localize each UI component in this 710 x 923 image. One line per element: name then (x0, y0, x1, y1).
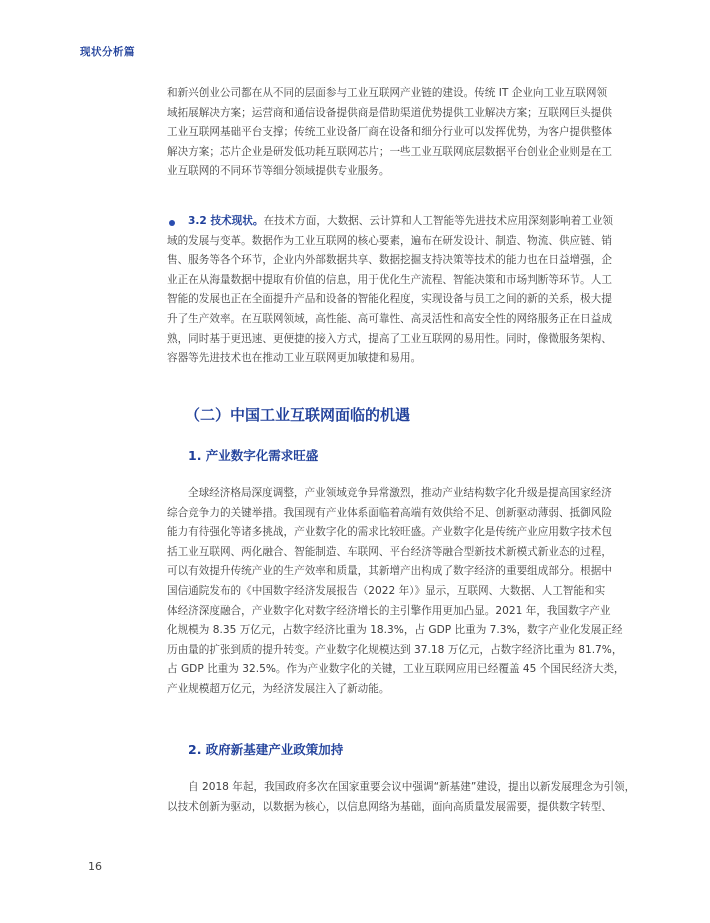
paragraph-line: 化规模为 8.35 万亿元，占数字经济比重为 18.3%，占 GDP 比重为 7.3%，数字产业化发展正经 (167, 624, 623, 637)
subsection-1-paragraph (167, 484, 625, 700)
paragraph-line: 全球经济格局深度调整，产业领域竞争异常激烈，推动产业结构数字化升级是提高国家经济 (188, 487, 612, 499)
paragraph-line: 智能的发展也正在全面提升产品和设备的智能化程度，实现设备与员工之间的新的关系，极大提 (167, 293, 612, 306)
paragraph-line: 售、服务等各个环节，企业内外部数据共享、数据挖掘支持决策等技术的能力也在日益增强，企 (167, 254, 612, 267)
paragraph-line: 可以有效提升传统产业的生产效率和质量，其新增产出构成了数字经济的重要组成部分。根据中 (167, 565, 612, 578)
paragraph-line: 产业规模超万亿元，为经济发展注入了新动能。 (167, 682, 390, 695)
tech-status-label: 3.2 技术现状。 (188, 215, 264, 227)
intro-paragraph (167, 84, 625, 182)
paragraph-line: 能力有待强化等诸多挑战，产业数字化的需求比较旺盛。产业数字化是传统产业应用数字技术包 (167, 526, 612, 539)
paragraph-line: 容器等先进技术也在推动工业互联网更加敏捷和易用。 (167, 352, 422, 365)
paragraph-line (167, 212, 625, 232)
section-heading-opportunities: （二）中国工业互联网面临的机遇 (185, 406, 411, 424)
paragraph-line: 括工业互联网、两化融合、智能制造、车联网、平台经济等融合型新技术新模式新业态的过程， (167, 545, 612, 558)
paragraph-line: 历由量的扩张到质的提升转变。产业数字化规模达到 37.18 万亿元，占数字经济比重为 81.7%， (167, 643, 623, 656)
paragraph-line: 业正在从海量数据中提取有价值的信息，用于优化生产流程、智能决策和市场判断等环节。人工 (167, 273, 612, 286)
paragraph-line: 和新兴创业公司都在从不同的层面参与工业互联网产业链的建设。传统 IT 企业向工业互联网领 (167, 87, 608, 99)
paragraph-line: 熟，同时基于更迅速、更便捷的接入方式，提高了工业互联网的易用性。同时，像微服务架构、 (167, 332, 612, 345)
paragraph-line: 国信通院发布的《中国数字经济发展报告（2022 年）》显示，互联网、大数据、人工智能和实 (167, 584, 606, 597)
paragraph-line: 升了生产效率。在互联网领域，高性能、高可靠性、高灵活性和高安全性的网络服务正在日益成 (167, 312, 612, 325)
tech-status-first-line: 在技术方面，大数据、云计算和人工智能等先进技术应用深刻影响着工业领 (263, 215, 614, 227)
paragraph-line: 自 2018 年起，我国政府多次在国家重要会议中强调“新基建”建设，提出以新发展理念为引领， (188, 781, 636, 793)
paragraph-line: 以技术创新为驱动，以数据为核心，以信息网络为基础，面向高质量发展需要，提供数字转型、 (167, 800, 612, 813)
paragraph-line: 综合竞争力的关键举措。我国现有产业体系面临着高端有效供给不足、创新驱动薄弱、抵御风险 (167, 506, 612, 519)
paragraph-line: 占 GDP 比重为 32.5%。作为产业数字化的关键，工业互联网应用已经覆盖 45 个国民经济大类， (167, 663, 625, 676)
page-number: 16 (88, 860, 102, 873)
subsection-heading-1: 1. 产业数字化需求旺盛 (188, 448, 319, 463)
paragraph-line: 域拓展解决方案；运营商和通信设备提供商是借助渠道优势提供工业解决方案；互联网巨头提供 (167, 106, 612, 119)
paragraph-line: 业互联网的不同环节等细分领域提供专业服务。 (167, 165, 390, 178)
subsection-heading-2: 2. 政府新基建产业政策加持 (188, 742, 344, 757)
paragraph-line: 体经济深度融合，产业数字化对数字经济增长的主引擎作用更加凸显。2021 年，我国数字产业 (167, 604, 611, 617)
running-header: 现状分析篇 (80, 46, 135, 58)
tech-status-paragraph (167, 212, 625, 369)
paragraph-line: 工业互联网基础平台支撑；传统工业设备厂商在设备和细分行业可以发挥优势，为客户提供整体 (167, 126, 612, 139)
paragraph-line: 域的发展与变革。数据作为工业互联网的核心要素，遍布在研发设计、制造、物流、供应链、销 (167, 234, 612, 247)
paragraph-line: 解决方案；芯片企业是研发低功耗互联网芯片；一些工业互联网底层数据平台创业企业则是在工 (167, 145, 612, 158)
subsection-2-paragraph (167, 778, 636, 817)
